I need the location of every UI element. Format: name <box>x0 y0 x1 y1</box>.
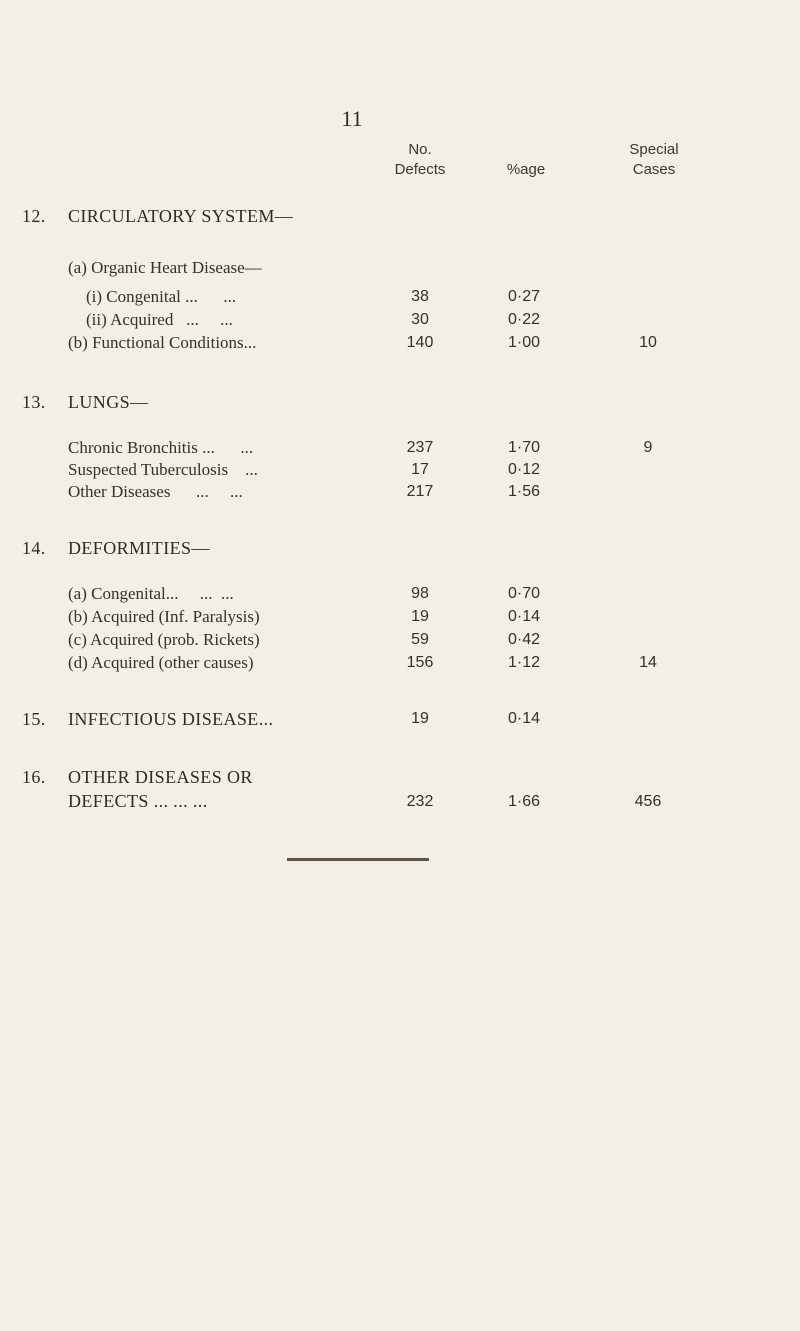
row-label: (b) Acquired (Inf. Paralysis) <box>68 607 260 626</box>
section-title: DEFORMITIES— <box>68 538 210 558</box>
column-header-special-line2: Cases <box>632 161 676 178</box>
row-label: (b) Functional Conditions... <box>68 333 257 352</box>
row-label: (a) Congenital... ... ... <box>68 584 234 603</box>
special-value: 10 <box>639 334 657 351</box>
percentage-value: 0·70 <box>507 585 541 602</box>
percentage-value: 0·14 <box>507 710 541 727</box>
section-infectious <box>22 709 274 730</box>
column-header-defects <box>360 140 480 180</box>
row-label: Suspected Tuberculosis ... <box>68 460 258 479</box>
defects-value: 237 <box>406 439 434 456</box>
row-label: Other Diseases ... ... <box>68 482 243 501</box>
defects-value: 38 <box>411 288 429 305</box>
section-deformities <box>22 538 210 559</box>
percentage-value: 1·56 <box>507 483 541 500</box>
section-title: CIRCULATORY SYSTEM— <box>68 206 294 226</box>
special-value: 14 <box>639 654 657 671</box>
column-header-special <box>604 140 704 180</box>
special-value: 9 <box>643 439 653 456</box>
end-rule <box>287 858 429 861</box>
percentage-value: 1·12 <box>507 654 541 671</box>
section-number: 12. <box>22 206 46 226</box>
special-value: 456 <box>634 793 662 810</box>
defects-value: 59 <box>411 631 429 648</box>
defects-value: 140 <box>406 334 434 351</box>
percentage-value: 0·42 <box>507 631 541 648</box>
section-title-continued: DEFECTS ... ... ... <box>68 791 208 811</box>
row-label: (c) Acquired (prob. Rickets) <box>68 630 260 649</box>
percentage-value: 1·70 <box>507 439 541 456</box>
section-number: 13. <box>22 392 46 412</box>
defects-value: 19 <box>411 710 429 727</box>
section-title: OTHER DISEASES OR <box>68 767 253 787</box>
page-number: 11 <box>341 106 363 131</box>
column-header-defects-line1: No. <box>408 141 432 158</box>
defects-value: 19 <box>411 608 429 625</box>
row-label: (d) Acquired (other causes) <box>68 653 254 672</box>
section-number: 14. <box>22 538 46 558</box>
row-label: (i) Congenital ... ... <box>86 287 237 306</box>
defects-value: 232 <box>406 793 434 810</box>
section-number: 15. <box>22 709 46 729</box>
percentage-value: 0·14 <box>507 608 541 625</box>
row-label: (ii) Acquired ... ... <box>86 310 233 329</box>
percentage-value: 0·27 <box>507 288 541 305</box>
column-header-special-line1: Special <box>629 141 679 158</box>
row-label: (a) Organic Heart Disease— <box>68 258 262 277</box>
defects-value: 30 <box>411 311 429 328</box>
column-header-percentage: %age <box>506 161 546 178</box>
percentage-value: 1·00 <box>507 334 541 351</box>
row-label: Chronic Bronchitis ... ... <box>68 438 254 457</box>
column-header-defects-line2: Defects <box>394 161 446 178</box>
section-number: 16. <box>22 767 46 787</box>
defects-value: 98 <box>411 585 429 602</box>
percentage-value: 0·22 <box>507 311 541 328</box>
percentage-value: 0·12 <box>507 461 541 478</box>
defects-value: 217 <box>406 483 434 500</box>
defects-value: 156 <box>406 654 434 671</box>
section-title: INFECTIOUS DISEASE... <box>68 709 274 729</box>
section-title: LUNGS— <box>68 392 149 412</box>
defects-value: 17 <box>411 461 429 478</box>
section-circulatory <box>22 206 294 227</box>
section-lungs <box>22 392 149 413</box>
section-other <box>22 767 253 788</box>
percentage-value: 1·66 <box>507 793 541 810</box>
